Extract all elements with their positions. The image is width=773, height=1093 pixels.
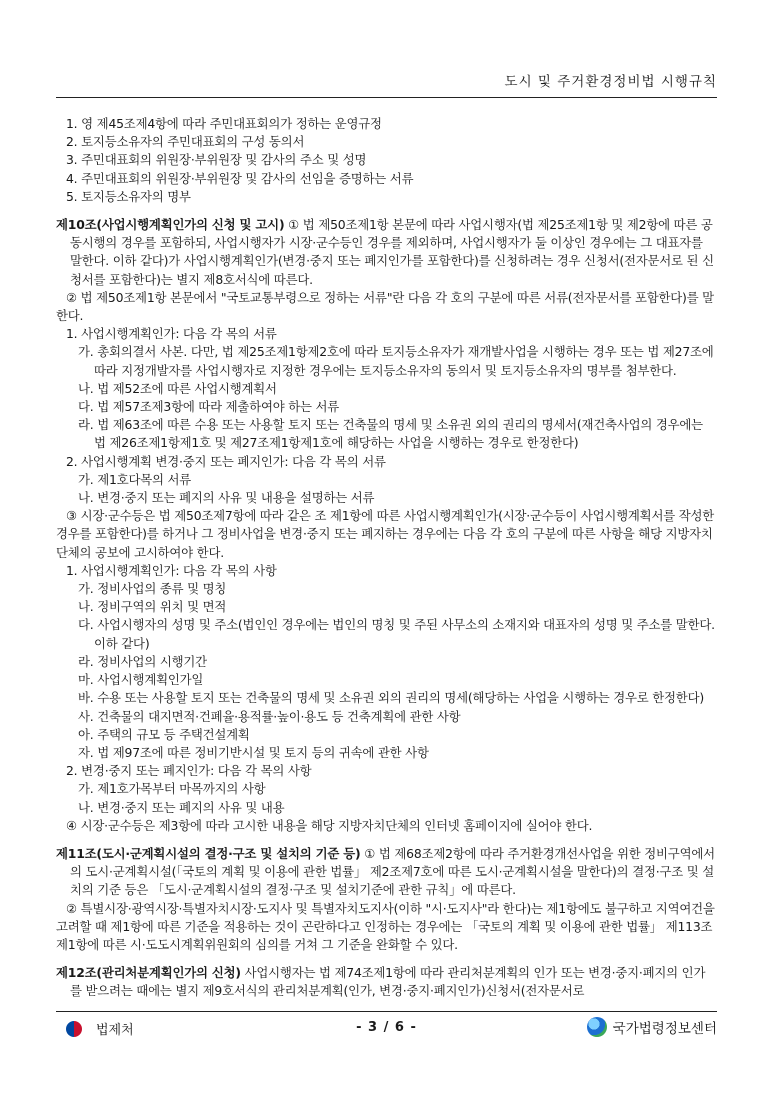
article-10-para-4: ④ 시장·군수등은 제3항에 따라 고시한 내용을 해당 지방자치단체의 인터넷 홈페이지에 실어야 한다. — [66, 817, 593, 833]
sub-item: 다. 법 제57조제3항에 따라 제출하여야 하는 서류 — [78, 399, 340, 415]
sub-item: 가. 제1호다목의 서류 — [78, 471, 192, 487]
document-footer — [56, 1017, 717, 1041]
list-item: 2. 토지등소유자의 주민대표회의 구성 동의서 — [66, 134, 305, 150]
list-item: 1. 사업시행계획인가: 다음 각 목의 사항 — [66, 562, 277, 578]
document-header: 도시 및 주거환경정비법 시행규칙 — [504, 74, 717, 90]
article-12 — [56, 964, 716, 1000]
list-item: 5. 토지등소유자의 명부 — [66, 188, 191, 204]
list-item: 1. 사업시행계획인가: 다음 각 목의 서류 — [66, 326, 277, 342]
article-11-para-1: ① 법 제68조제2항에 따라 주거환경개선사업을 위한 정비구역에서의 도시·군계획시설(「국토의 계획 및 이용에 관한 법률」 제2조제7호에 따른 도시·군계획시설을 말한다)의 결정·구조 및 설치의 기준 등은 「도시·군계획시설의 결정·구조 및 설치기준에 관한 규칙」에 따른다. — [70, 845, 715, 898]
footer-right — [587, 1017, 717, 1037]
footer-center-name: 국가법령정보센터 — [612, 1021, 717, 1037]
sub-item: 사. 건축물의 대지면적·건폐율·용적률·높이·용도 등 건축계획에 관한 사항 — [78, 708, 461, 724]
sub-item: 나. 법 제52조에 따른 사업시행계획서 — [78, 380, 277, 396]
sub-item: 바. 수용 또는 사용할 토지 또는 건축물의 명세 및 소유권 외의 권리의 명세(해당하는 사업을 시행하는 경우로 한정한다) — [78, 690, 704, 706]
sub-item: 가. 정비사업의 종류 및 명칭 — [78, 581, 227, 597]
page-number: - 3 / 6 - — [356, 1020, 417, 1035]
list-item: 3. 주민대표회의 위원장·부위원장 및 감사의 주소 및 성명 — [66, 152, 367, 168]
sub-item: 라. 정비사업의 시행기간 — [78, 653, 207, 669]
document-body — [56, 115, 716, 1001]
sub-item: 가. 총회의결서 사본. 다만, 법 제25조제1항제2호에 따라 토지등소유자가 재개발사업을 시행하는 경우 또는 법 제27조에 따라 지정개발자를 사업시행자로 지정한 경우에는 토지등소유자의 동의서 및 토지등소유자의 명부를 첨부한다. — [78, 344, 714, 378]
footer-publisher: 법제처 — [96, 1023, 134, 1038]
list-item: 2. 변경·중지 또는 폐지인가: 다음 각 목의 사항 — [66, 763, 312, 779]
article-12-para-1: 사업시행자는 법 제74조제1항에 따라 관리처분계획의 인가 또는 변경·중지·폐지의 인가를 받으려는 때에는 별지 제9호서식의 관리처분계획(인가, 변경·중지·폐지인가)신청서(전자문서로 — [70, 965, 706, 999]
article-10-title: 제10조(사업시행계획인가의 신청 및 고시) — [56, 217, 285, 233]
sub-item: 가. 제1호가목부터 마목까지의 사항 — [78, 781, 266, 797]
sub-item: 나. 정비구역의 위치 및 면적 — [78, 599, 227, 615]
article-11 — [56, 845, 716, 900]
article-10 — [56, 216, 716, 289]
sub-item: 다. 사업시행자의 성명 및 주소(법인인 경우에는 법인의 명칭 및 주된 사무소의 소재지와 대표자의 성명 및 주소를 말한다. 이하 같다) — [78, 617, 715, 651]
sub-item: 나. 변경·중지 또는 폐지의 사유 및 내용 — [78, 799, 285, 815]
sub-item: 나. 변경·중지 또는 폐지의 사유 및 내용을 설명하는 서류 — [78, 490, 375, 506]
sub-item: 자. 법 제97조에 따른 정비기반시설 및 토지 등의 귀속에 관한 사항 — [78, 744, 429, 760]
footer-rule — [56, 1011, 717, 1012]
list-item: 4. 주민대표회의 위원장·부위원장 및 감사의 선임을 증명하는 서류 — [66, 170, 414, 186]
article-11-title: 제11조(도시·군계획시설의 결정·구조 및 설치의 기준 등) — [56, 845, 361, 861]
list-item: 1. 영 제45조제4항에 따라 주민대표회의가 정하는 운영규정 — [66, 116, 382, 131]
article-12-title: 제12조(관리처분계획인가의 신청) — [56, 965, 241, 981]
article-10-para-1: ① 법 제50조제1항 본문에 따라 사업시행자(법 제25조제1항 및 제2항에 따른 공동시행의 경우를 포함하되, 사업시행자가 시장·군수등인 경우를 제외하며, 사업시행자가 둘 이상인 경우에는 그 대표자를 말한다. 이하 같다)가 사업시행계획인가(변경·중지 또는 폐지인가를 포함한다)를 신청하려는 경우 신청서(전자문서로 된 신청서를 포함한다)는 별지 제8호서식에 따른다. — [70, 217, 714, 287]
sub-item: 라. 법 제63조에 따른 수용 또는 사용할 토지 또는 건축물의 명세 및 소유권 외의 권리의 명세서(재건축사업의 경우에는 법 제26조제1항제1호 및 제27조제1항제1호에 해당하는 사업을 시행하는 경우로 한정한다) — [78, 417, 703, 451]
header-rule — [56, 97, 717, 98]
article-10-para-2: ② 법 제50조제1항 본문에서 "국토교통부령으로 정하는 서류"란 다음 각 호의 구분에 따른 서류(전자문서를 포함한다)를 말한다. — [56, 289, 714, 324]
law-info-center-logo-icon — [587, 1017, 607, 1037]
article-10-para-3: ③ 시장·군수등은 법 제50조제7항에 따라 같은 조 제1항에 따른 사업시행계획인가(시장·군수등이 사업시행계획서를 작성한 경우를 포함한다)를 하거나 그 정비사업을 변경·중지 또는 폐지하는 경우에는 다음 각 호의 구분에 따른 사항을 해당 지방자치단체의 공보에 고시하여야 한다. — [56, 508, 715, 560]
sub-item: 마. 사업시행계획인가일 — [78, 672, 204, 688]
article-11-para-2: ② 특별시장·광역시장·특별자치시장·도지사 및 특별자치도지사(이하 "시·도지사"라 한다)는 제1항에도 불구하고 지역여건을 고려할 때 제1항에 따른 기준을 적용하는 것이 곤란하다고 인정하는 경우에는 「국토의 계획 및 이용에 관한 법률」 제113조제1항에 따른 시·도도시계획위원회의 심의를 거쳐 그 기준을 완화할 수 있다. — [56, 900, 715, 952]
list-item: 2. 사업시행계획 변경·중지 또는 폐지인가: 다음 각 목의 서류 — [66, 453, 386, 469]
sub-item: 아. 주택의 규모 등 주택건설계획 — [78, 726, 250, 742]
